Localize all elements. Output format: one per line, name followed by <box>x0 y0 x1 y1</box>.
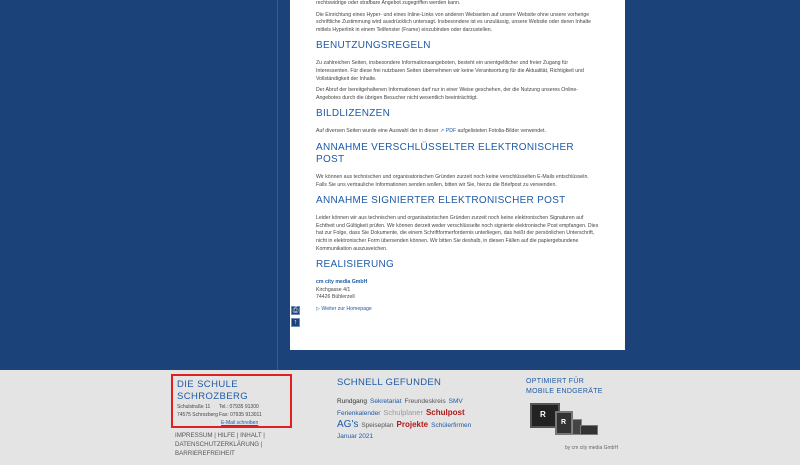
address-block <box>316 279 599 302</box>
tag-ferienkalender[interactable]: Ferienkalender <box>337 410 381 417</box>
heading-realisierung: REALISIERUNG <box>316 259 395 271</box>
back-to-top-icon[interactable]: ↑ <box>291 318 300 327</box>
school-fax: Fax: 07935 913011 <box>219 412 262 418</box>
tag-smv[interactable]: SMV <box>448 398 463 405</box>
quick-links <box>337 377 487 442</box>
contact-row-2 <box>177 411 286 419</box>
side-tools <box>291 306 301 330</box>
mobile-title-2: MOBILE ENDGERÄTE <box>526 387 603 395</box>
tag-schuelerfirmen[interactable]: Schülerfirmen <box>431 422 472 429</box>
homepage-link[interactable]: ▷ Weiter zur Homepage <box>316 305 372 312</box>
mobile-optimized <box>526 377 626 426</box>
tag-schulplaner[interactable]: Schulplaner <box>383 408 423 417</box>
address-company: cm city media GmbH <box>316 279 368 286</box>
footer-nav-line-3[interactable]: BARRIEREFREIHEIT <box>175 450 235 457</box>
contact-row-1 <box>177 403 286 411</box>
school-tel: Tel.: 07935 91300 <box>219 404 259 410</box>
tag-speiseplan[interactable]: Speiseplan <box>361 422 394 429</box>
mobile-title-1: OPTIMIERT FÜR <box>526 378 585 385</box>
footer <box>0 370 800 465</box>
sidebar-divider <box>277 0 278 370</box>
footer-nav-line-2[interactable]: DATENSCHUTZERKLÄRUNG | <box>175 441 263 448</box>
tag-cloud <box>337 396 487 442</box>
footer-nav-line-1[interactable]: IMPRESSUM | HILFE | INHALT | <box>175 432 265 439</box>
paragraph-bildlizenzen <box>316 128 599 136</box>
tag-januar[interactable]: Januar 2021 <box>337 433 374 440</box>
heading-verschluesselt: ANNAHME VERSCHLÜSSELTER ELEKTRONISCHER POST <box>316 141 574 165</box>
bild-text-post: aufgelisteten Fotolia-Bilder verwendet. <box>457 128 546 135</box>
tag-ags[interactable]: AG's <box>337 419 359 430</box>
tag-freundeskreis[interactable]: Freundeskreis <box>404 398 446 405</box>
device-letter-r-2: R <box>561 419 567 426</box>
address-city: 74426 Bühlerzell <box>316 294 355 301</box>
device-letter-r: R <box>540 410 546 419</box>
email-link[interactable]: E-Mail schreiben <box>221 420 259 426</box>
paragraph-intro: rechtswidrige oder strafbare Angebot zugegriffen werden kann. <box>316 0 461 6</box>
school-title: DIE SCHULE SCHROZBERG <box>177 379 249 402</box>
devices-icon <box>530 403 600 439</box>
school-city: 74575 Schrozberg <box>177 412 218 418</box>
main-content <box>290 0 625 350</box>
tablet-icon <box>555 411 573 435</box>
laptop-icon <box>580 425 598 435</box>
address-street: Kirchgasse 4/1 <box>316 286 351 293</box>
paragraph-signiert: Leider können wir aus technischen und organisatorischen Gründen zurzeit noch keine elektronischen Signaturen auf Echtheit und Gültigkeit prüfen. Wir können derzeit weder verschlüsselte noch signierte elektronische Post empfangen. Dies hat zur Folge, dass Sie Dokumente, die einem Schriftformerfordernis unterliegen, das heißt der persönlichen Unterschrift, nicht in elektronischer Form übersenden können. Wir bitten Sie deshalb, in diesen Fällen auf die papiergebundene Kommunikation auszuweichen. <box>316 215 599 252</box>
tag-sekretariat[interactable]: Sekretariat <box>370 398 402 405</box>
footer-nav <box>175 431 285 458</box>
paragraph-links: Die Einrichtung eines Hyper- und eines Inline-Links von anderen Webseiten auf unsere Website ohne unsere vorherige schriftliche Zustimmung wird ausdrücklich untersagt. Insbesondere ist es unzulässig, unsere Website oder deren Inhalte mittels Hyperlink in einem Teilfenster (Frame) einzubinden oder darzustellen. <box>316 11 591 33</box>
paragraph-benutzung-2: Der Abruf der bereitgehaltenen Informationen darf nur in einer Weise geschehen, der die Nutzung unseres Online-Angebotes durch die übrigen Besucher nicht wesentlich beeinträchtigt. <box>316 87 579 101</box>
tag-rundgang[interactable]: Rundgang <box>337 398 367 405</box>
bild-text-pre: Auf diversen Seiten wurde eine Auswahl der in dieser <box>316 128 439 135</box>
credits[interactable]: by cm city media GmbH <box>565 445 619 451</box>
heading-signiert: ANNAHME SIGNIERTER ELEKTRONISCHER POST <box>316 195 566 207</box>
tag-projekte[interactable]: Projekte <box>396 420 429 429</box>
print-icon[interactable]: ⎙ <box>292 307 299 314</box>
quick-links-title: SCHNELL GEFUNDEN <box>337 377 442 388</box>
heading-bildlizenzen: BILDLIZENZEN <box>316 108 391 120</box>
tag-schulpost[interactable]: Schulpost <box>425 408 465 417</box>
school-contact-box <box>171 374 292 428</box>
paragraph-verschluesselt: Wir können aus technischen und organisatorischen Gründen zurzeit noch keine verschlüsselten E-Mails entschlüsseln. Falls Sie uns vertrauliche Informationen senden wollen, bitten wir Sie, hierzu die Briefpost zu verwenden. <box>316 173 589 188</box>
school-street: Schulstraße 11 <box>177 404 211 410</box>
pdf-link[interactable]: ↗ PDF <box>440 128 457 135</box>
heading-benutzungsregeln: BENUTZUNGSREGELN <box>316 40 431 52</box>
paragraph-benutzung-1: Zu zahlreichen Seiten, insbesondere Informationsangeboten, besteht ein unentgeltlicher und freier Zugang für Interessenten. Für diese frei nutzbaren Seiten übernehmen wir keine Verantwortung für die Aktualität, Richtigkeit und Vollständigkeit der Inhalte. <box>316 60 584 82</box>
